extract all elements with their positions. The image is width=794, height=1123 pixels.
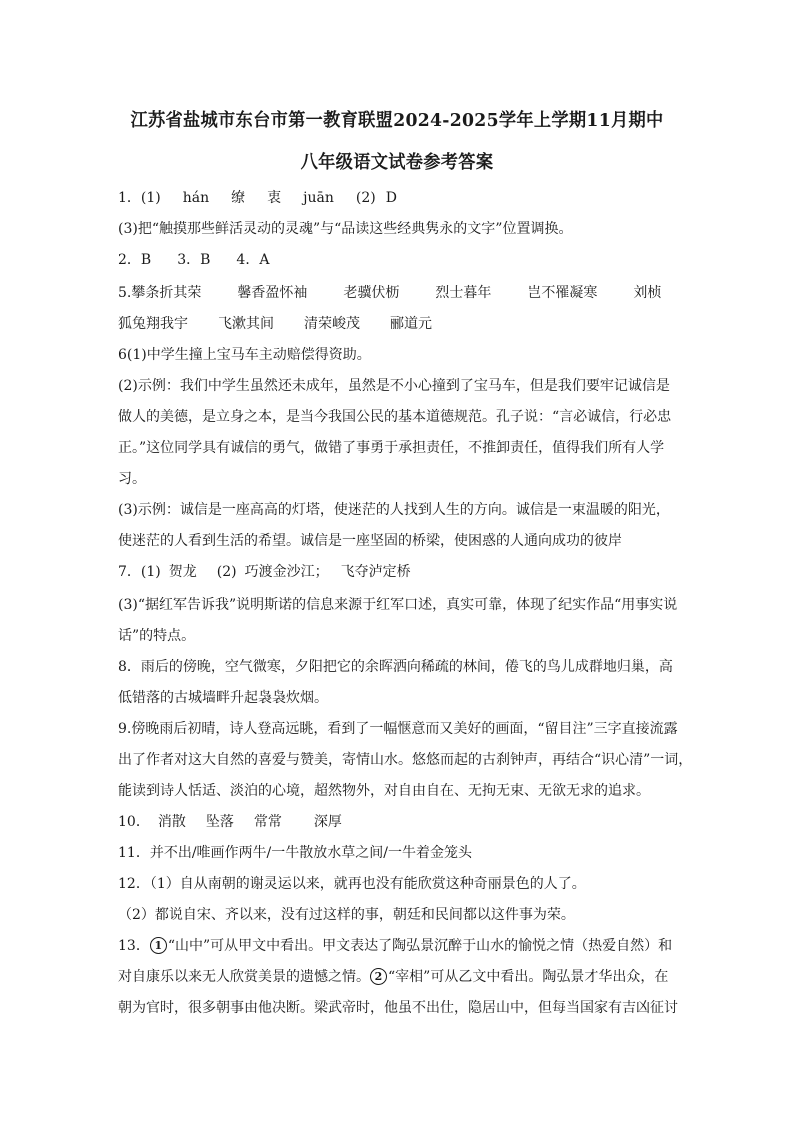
q5-item: 岂不罹凝寒 (527, 285, 598, 301)
q1-pinyin-1: hán (182, 190, 210, 206)
q5-item: 飞漱其间 (218, 316, 274, 332)
q10-number: 10． (118, 814, 150, 830)
q5-item: 清荣峻茂 (304, 316, 360, 332)
document-title-line2: 八年级语文试卷参考答案 (300, 152, 494, 173)
q10-word: 深厚 (313, 814, 342, 830)
q5-item: 郦道元 (390, 316, 432, 332)
answer-q2-q4 (118, 249, 269, 269)
answer-q7-part3-line: (3)“据红军告诉我”说明斯诺的信息来源于红军口述，真实可靠，体现了纪实作品“用事实说 (118, 597, 678, 613)
answer-q13-line2 (118, 966, 668, 986)
q1-choice: D (385, 190, 397, 206)
answer-q13-line3: 朝为官时，很多朝事由他决断。梁武帝时，他虽不出仕，隐居山中，但每当国家有吉凶征讨 (118, 1000, 678, 1016)
q5-item: 老骥伏枥 (343, 285, 400, 301)
answer-q8-line: 8．雨后的傍晚，空气微寒，夕阳把它的余晖洒向稀疏的林间，倦飞的鸟儿成群地归巢，高 (118, 659, 673, 675)
q13-segment-2a: 对自康乐以来无人欣赏美景的遗憾之情。 (118, 969, 370, 985)
q10-word: 坠落 (205, 814, 234, 830)
document-title-line1: 江苏省盐城市东台市第一教育联盟2024-2025学年上学期11月期中 (130, 110, 664, 131)
circled-number-one-icon: 1 (150, 937, 167, 954)
q5-item: 烈士暮年 (435, 285, 492, 301)
q5-item: 5.攀条折其荣 (118, 285, 202, 301)
q7-number: 7．(1) (118, 564, 161, 580)
q3-answer: 3．B (177, 252, 211, 268)
q5-item: 刘桢 (633, 285, 662, 301)
q1-sub2: (2) (355, 190, 376, 206)
answer-q13-line1 (118, 935, 672, 955)
answer-q11: 11．并不出/唯画作两牛/一牛散放水草之间/一牛着金笼头 (118, 845, 472, 861)
q7-answer-3: 飞夺泸定桥 (340, 564, 411, 580)
answer-q10 (118, 811, 342, 831)
answer-q5-row2 (118, 313, 432, 333)
answer-q7-part3-line: 话”的特点。 (118, 628, 196, 644)
answer-q6-part3-line: (3)示例：诚信是一座高高的灯塔，使迷茫的人找到人生的方向。诚信是一束温暖的阳光， (118, 502, 670, 518)
q4-answer: 4．A (236, 252, 270, 268)
q1-char-1: 缭 (231, 190, 246, 206)
answer-q12-part1: 12．（1）自从南朝的谢灵运以来，就再也没有能欣赏这种奇丽景色的人了。 (118, 876, 586, 892)
circled-number-two-icon: 2 (370, 968, 387, 985)
answer-q6-part3-line: 使迷茫的人看到生活的希望。诚信是一座坚固的桥梁，使困惑的人通向成功的彼岸 (118, 533, 622, 549)
q1-pinyin-2: juān (303, 190, 334, 206)
q1-char-2: 衷 (267, 190, 282, 206)
answer-q7-part1 (118, 561, 411, 581)
q13-segment-2b: “宰相”可从乙文中看出。陶弘景才华出众，在 (388, 969, 669, 985)
answer-q6-part2-line: 习。 (118, 471, 146, 487)
answer-q6-part1: 6(1)中学生撞上宝马车主动赔偿得资助。 (118, 347, 371, 363)
q1-number: 1．(1) (118, 190, 161, 206)
q7-sub2: (2) (216, 564, 237, 580)
q13-segment-1: “山中”可从甲文中看出。甲文表达了陶弘景沉醉于山水的愉悦之情（热爱自然）和 (167, 938, 673, 954)
q7-answer-1: 贺龙 (168, 564, 197, 580)
answer-q12-part2: （2）都说自宋、齐以来，没有过这样的事，朝廷和民间都以这件事为荣。 (118, 907, 575, 923)
answer-q9-line: 出了作者对这大自然的喜爱与赞美，寄情山水。悠悠而起的古刹钟声，再结合“识心清”一词， (118, 752, 693, 768)
answer-q1-part3: (3)把“触摸那些鲜活灵动的灵魂”与“品读这些经典隽永的文字”位置调换。 (118, 221, 573, 237)
q13-number: 13． (118, 938, 150, 954)
answer-q6-part2-line: 做人的美德，是立身之本，是当今我国公民的基本道德规范。孔子说：“言必诚信，行必忠 (118, 409, 672, 425)
answer-q5-row1 (118, 282, 661, 302)
q10-word: 常常 (253, 814, 282, 830)
answer-q9-line: 能读到诗人恬适、淡泊的心境，超然物外，对自由自在、无拘无束、无欲无求的追求。 (118, 783, 650, 799)
answer-q8-line: 低错落的古城墙畔升起袅袅炊烟。 (118, 690, 328, 706)
answer-q6-part2-line: 正。”这位同学具有诚信的勇气，做错了事勇于承担责任，不推卸责任，值得我们所有人学 (118, 440, 665, 456)
q7-answer-2: 巧渡金沙江； (244, 564, 329, 580)
q5-item: 馨香盈怀袖 (237, 285, 308, 301)
q2-answer: 2．B (118, 252, 152, 268)
q10-word: 消散 (157, 814, 186, 830)
answer-q6-part2-line: (2)示例：我们中学生虽然还未成年，虽然是不小心撞到了宝马车，但是我们要牢记诚信是 (118, 378, 670, 394)
answer-q1-part1 (118, 187, 397, 207)
answer-q9-line: 9.傍晚雨后初晴，诗人登高远眺，看到了一幅惬意而又美好的画面，“留目注”三字直接流露 (118, 721, 678, 737)
q5-item: 狐兔翔我宇 (118, 316, 188, 332)
